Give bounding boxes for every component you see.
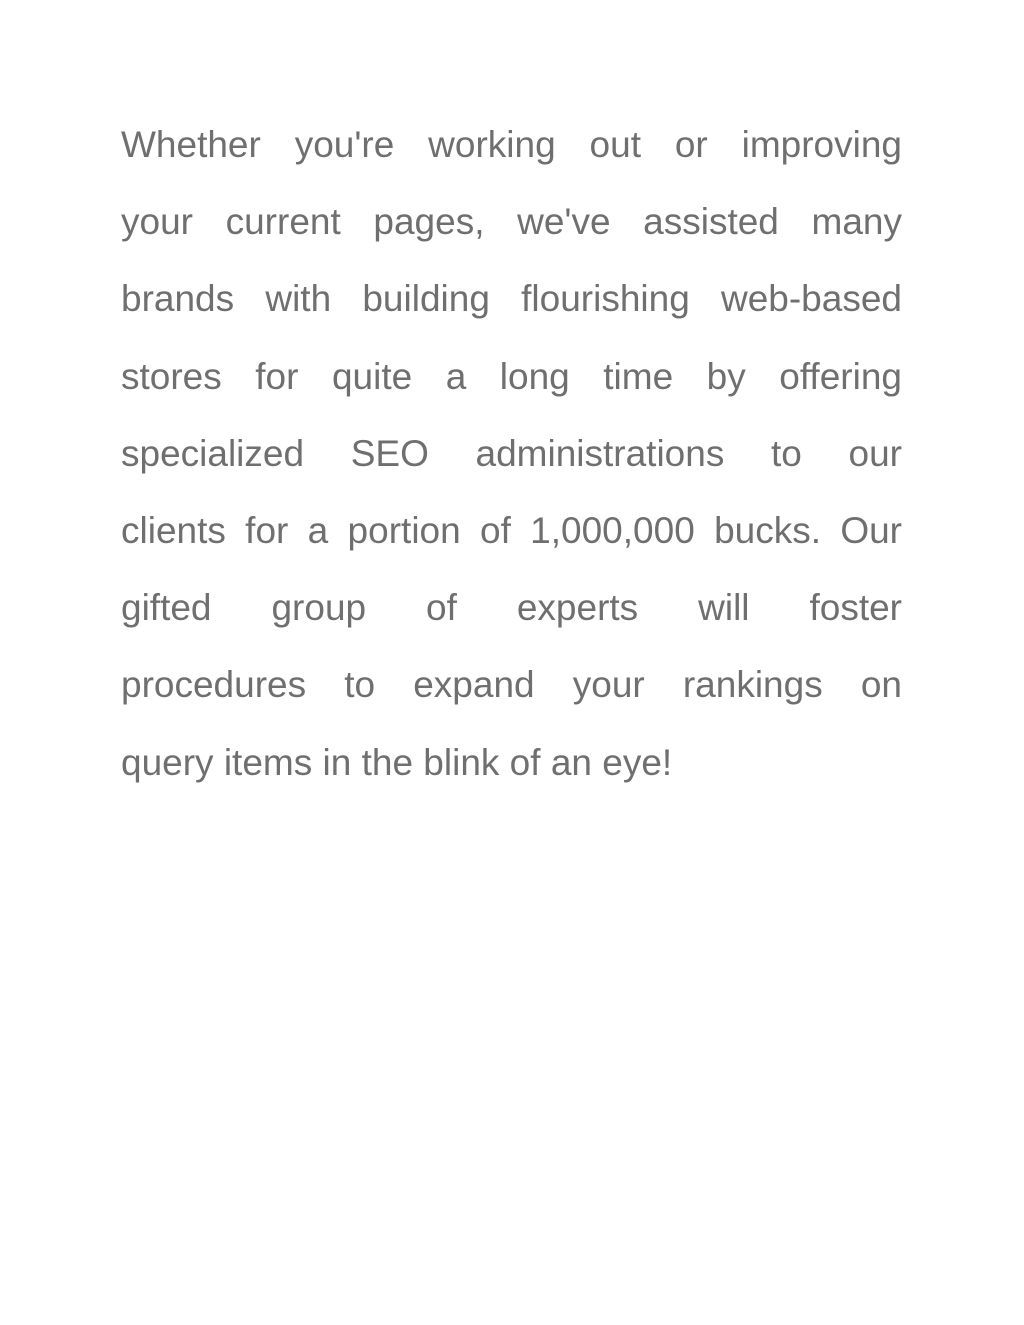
paragraph-line-7: gifted group of experts will foster: [121, 587, 902, 629]
paragraph-line-2: your current pages, we've assisted many: [121, 201, 902, 243]
paragraph-line-4: stores for quite a long time by offering: [121, 355, 902, 397]
body-paragraph: [121, 106, 902, 801]
paragraph-line-3: brands with building flourishing web-based: [121, 278, 902, 320]
paragraph-line-8: procedures to expand your rankings on: [121, 664, 902, 706]
paragraph-line-5: specialized SEO administrations to our: [121, 432, 902, 474]
paragraph-line-9: query items in the blink of an eye!: [121, 741, 673, 783]
paragraph-line-1: Whether you're working out or improving: [121, 124, 902, 165]
paragraph-line-6: clients for a portion of 1,000,000 bucks. Our: [121, 509, 902, 551]
